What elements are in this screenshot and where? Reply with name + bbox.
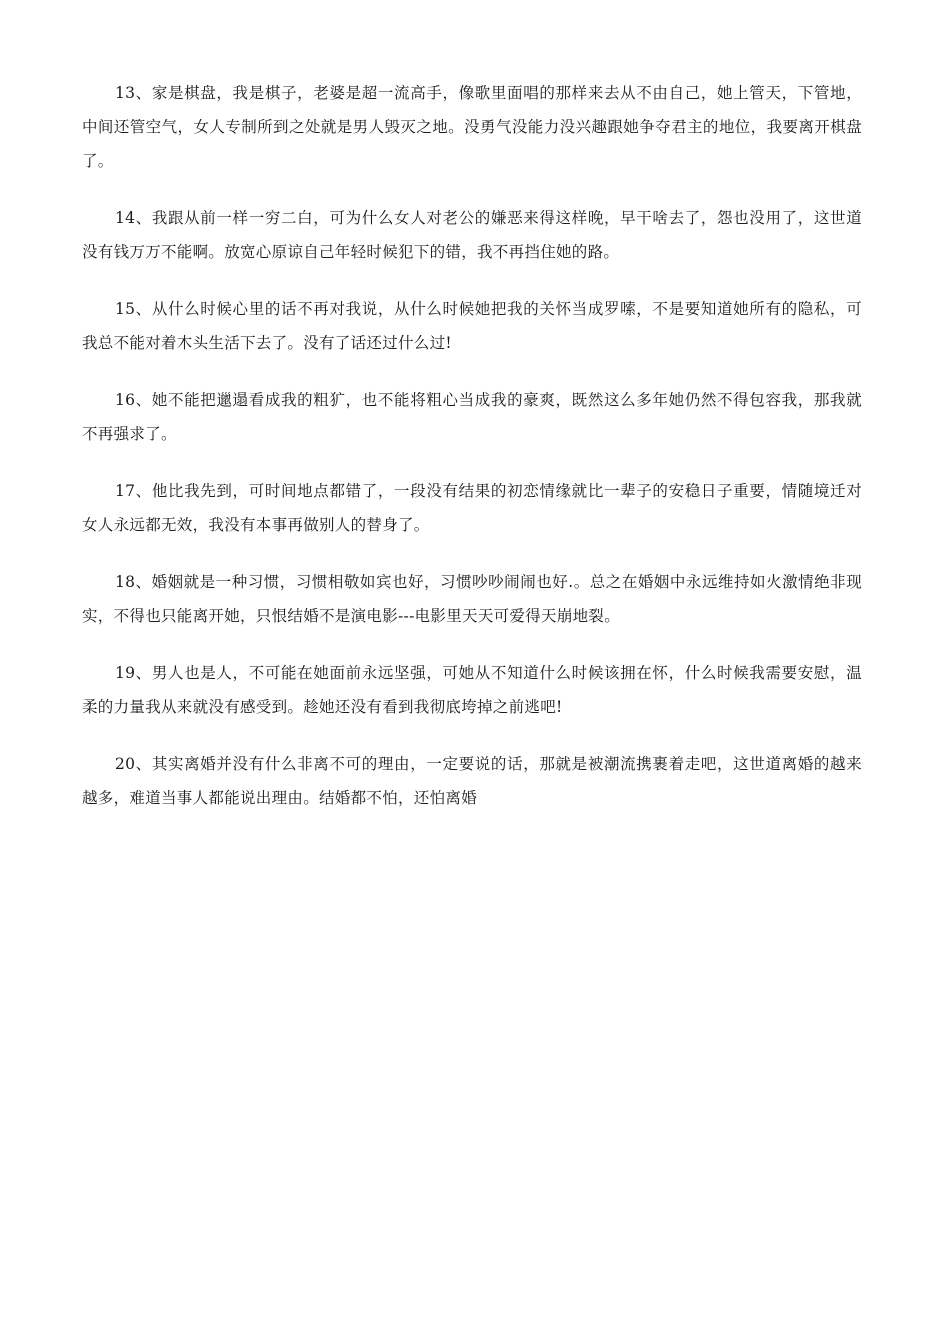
paragraph-15: 15、从什么时候心里的话不再对我说，从什么时候她把我的关怀当成罗嗦，不是要知道她所有的隐私，可我总不能对着木头生活下去了。没有了话还过什么过! [82, 300, 862, 352]
paragraph-13: 13、家是棋盘，我是棋子，老婆是超一流高手，像歌里面唱的那样来去从不由自己，她上管天，下管地，中间还管空气，女人专制所到之处就是男人毁灭之地。没勇气没能力没兴趣跟她争夺君主的地位，我要离开棋盘了。 [82, 84, 862, 170]
paragraph-19: 19、男人也是人，不可能在她面前永远坚强，可她从不知道什么时候该拥在怀，什么时候我需要安慰，温柔的力量我从来就没有感受到。趁她还没有看到我彻底垮掉之前逃吧! [82, 664, 862, 716]
paragraph-18: 18、婚姻就是一种习惯，习惯相敬如宾也好，习惯吵吵闹闹也好.。总之在婚姻中永远维持如火激情绝非现实，不得也只能离开她，只恨结婚不是演电影---电影里天天可爱得天崩地裂。 [82, 573, 862, 625]
paragraph-17: 17、他比我先到，可时间地点都错了，一段没有结果的初恋情缘就比一辈子的安稳日子重要，情随境迁对女人永远都无效，我没有本事再做别人的替身了。 [82, 482, 862, 534]
paragraph-16: 16、她不能把邋遢看成我的粗犷，也不能将粗心当成我的豪爽，既然这么多年她仍然不得包容我，那我就不再强求了。 [82, 391, 862, 443]
document-page [82, 76, 862, 838]
paragraph-14: 14、我跟从前一样一穷二白，可为什么女人对老公的嫌恶来得这样晚，早干啥去了，怨也没用了，这世道没有钱万万不能啊。放宽心原谅自己年轻时候犯下的错，我不再挡住她的路。 [82, 209, 862, 261]
paragraph-20: 20、其实离婚并没有什么非离不可的理由，一定要说的话，那就是被潮流携裹着走吧，这世道离婚的越来越多，难道当事人都能说出理由。结婚都不怕，还怕离婚 [82, 755, 862, 807]
